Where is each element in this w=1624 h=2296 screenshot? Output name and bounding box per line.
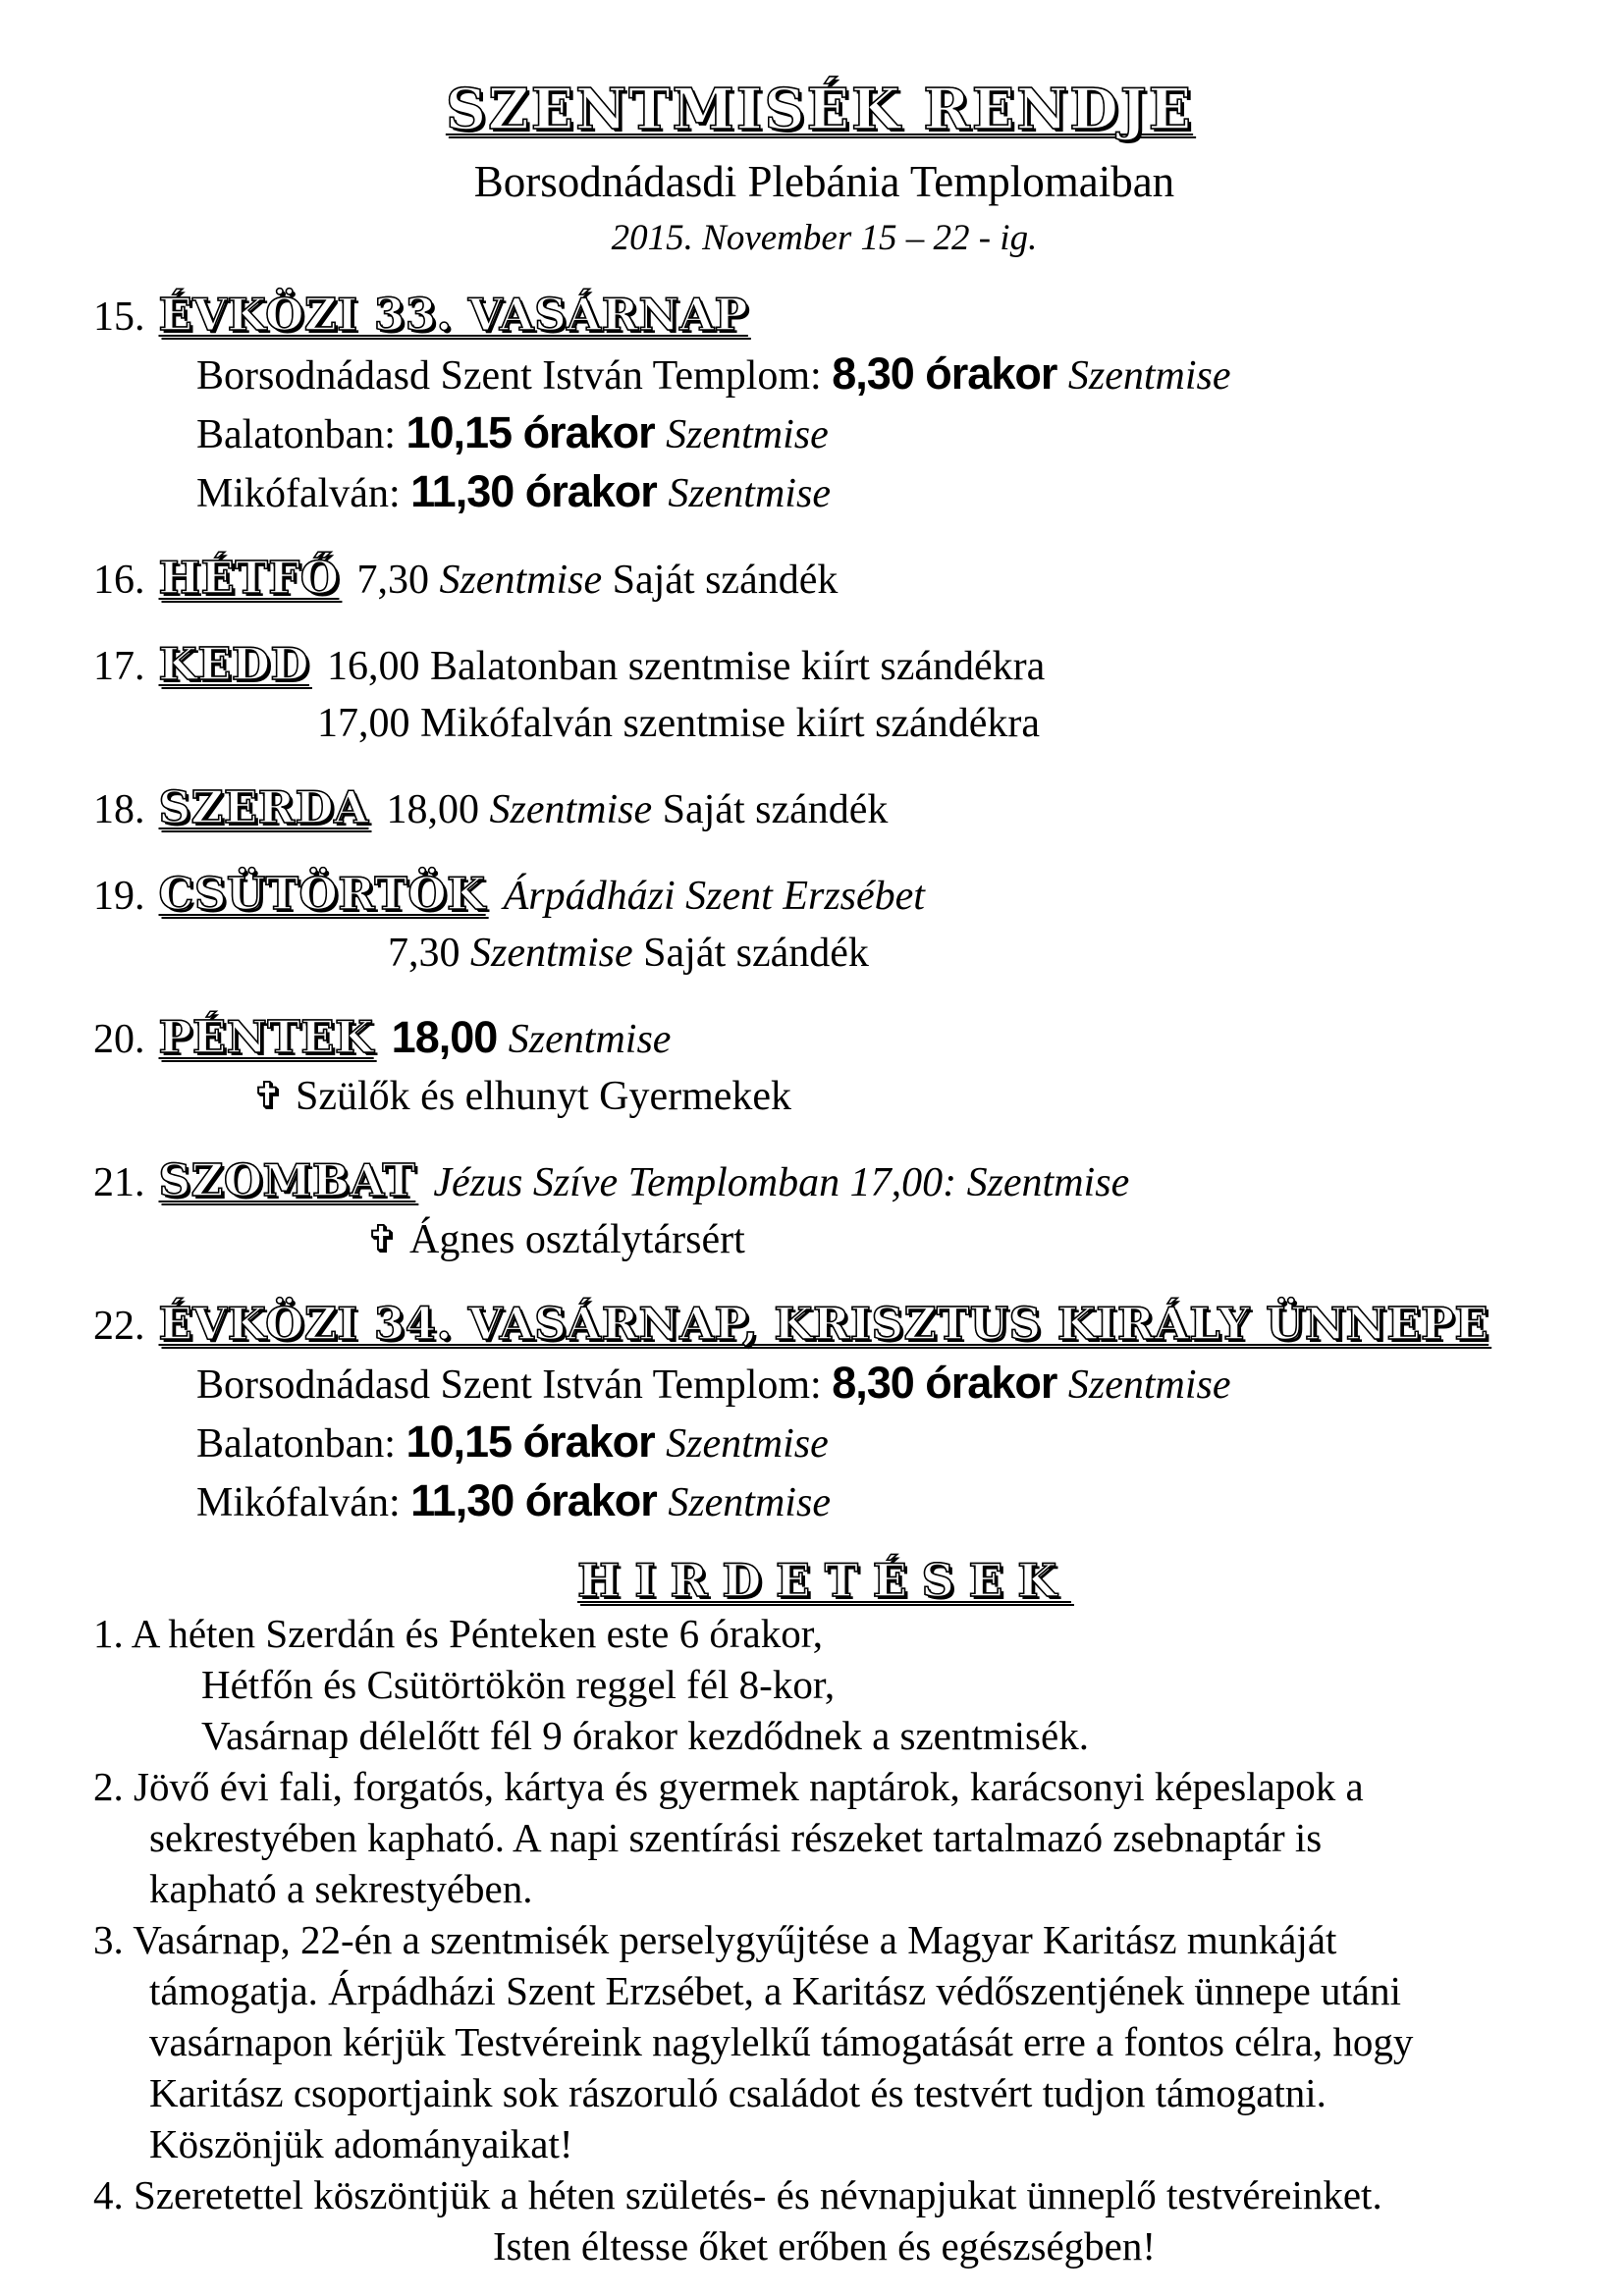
day-header <box>93 779 1555 838</box>
cross-icon: ✞ <box>252 1074 286 1119</box>
mass-time: 11,30 órakor <box>410 466 669 516</box>
announcement-line: Köszönjük adományaikat! <box>149 2121 573 2166</box>
item-number: 4. <box>93 2172 124 2217</box>
intention-line <box>252 1068 1555 1125</box>
mass-place: Balatonban: <box>196 412 406 457</box>
announcement-line: 3. Vasárnap, 22-én a szentmisék perselygyűjtése a Magyar Karitász munkáját <box>93 1917 1337 1962</box>
day-header <box>93 287 1555 346</box>
mass-label: Szentmise <box>489 787 653 832</box>
mass-place: Borsodnádasd Szent István Templom: <box>196 1362 833 1408</box>
day-number: 21. <box>93 1160 145 1205</box>
mass-label: Szentmise <box>666 412 829 457</box>
announcement-line: Vasárnap délelőtt fél 9 órakor kezdődnek a szentmisék. <box>201 1713 1089 1758</box>
section-day-17 <box>93 636 1555 752</box>
day-name: PÉNTEK <box>158 1011 374 1063</box>
mass-label: Szentmise <box>668 1480 831 1525</box>
mass-label: Szentmise <box>439 558 603 603</box>
announcement-line: kapható a sekrestyében. <box>149 1866 533 1911</box>
day-number: 15. <box>93 294 145 340</box>
announcement-item-4 <box>93 2169 1555 2271</box>
mass-time: 7,30 <box>388 931 470 976</box>
mass-line <box>196 1472 1555 1531</box>
announcement-item-2 <box>93 1761 1555 1914</box>
section-day-21 <box>93 1152 1555 1268</box>
feast-name: Árpádházi Szent Erzsébet <box>503 874 925 919</box>
announcement-line: vasárnapon kérjük Testvéreink nagylelkű támogatását erre a fontos célra, hogy <box>149 2019 1414 2064</box>
day-header <box>93 866 1555 925</box>
section-day-22 <box>93 1296 1555 1531</box>
item-number: 1. <box>93 1611 124 1656</box>
mass-place: Mikófalván: <box>196 1480 411 1525</box>
mass-line <box>196 1355 1555 1414</box>
section-day-20 <box>93 1009 1555 1125</box>
announcements-list <box>93 1608 1555 2271</box>
announcement-line: Karitász csoportjaink sok rászoruló családot és testvért tudjon támogatni. <box>149 2070 1326 2115</box>
announcement-line: 1. A héten Szerdán és Pénteken este 6 órakor, <box>93 1611 823 1656</box>
day-header <box>93 1296 1555 1355</box>
mass-intent: Saját szándék <box>602 558 839 603</box>
mass-line <box>196 404 1555 463</box>
intention-line <box>366 1211 1555 1268</box>
day-name: HÉTFŐ <box>158 552 340 604</box>
mass-detail: Jézus Szíve Templomban 17,00: Szentmise <box>433 1160 1130 1205</box>
mass-line <box>196 346 1555 404</box>
mass-line <box>196 463 1555 522</box>
mass-time: 10,15 órakor <box>406 1416 667 1467</box>
mass-label: Szentmise <box>666 1421 829 1467</box>
closing-line: Isten éltesse őket erőben és egészségben! <box>492 2223 1157 2269</box>
mass-intent: Saját szándék <box>652 787 889 832</box>
announcement-line: Hétfőn és Csütörtökön reggel fél 8-kor, <box>201 1662 836 1707</box>
day-header <box>93 1152 1555 1211</box>
day-number: 19. <box>93 874 145 919</box>
mass-label: Szentmise <box>470 931 633 976</box>
mass-line <box>388 925 1555 982</box>
mass-intent: Ágnes osztálytársért <box>399 1217 745 1262</box>
day-header <box>93 636 1555 695</box>
day-number: 20. <box>93 1017 145 1062</box>
mass-intent: Saját szándék <box>632 931 869 976</box>
day-number: 17. <box>93 644 145 689</box>
section-day-18 <box>93 779 1555 838</box>
mass-line <box>196 1414 1555 1472</box>
mass-time: 8,30 órakor <box>832 1358 1068 1408</box>
mass-place: Mikófalván: <box>196 471 411 516</box>
mass-time: 7,30 <box>356 558 440 603</box>
mass-time: 10,15 órakor <box>406 407 667 457</box>
day-number: 16. <box>93 558 145 603</box>
day-name: KEDD <box>158 638 309 690</box>
item-number: 3. <box>93 1917 124 1962</box>
mass-label: Szentmise <box>1067 353 1231 399</box>
section-day-15 <box>93 287 1555 522</box>
announcement-line: 4. Szeretettel köszöntjük a héten születés- és névnapjukat ünneplő testvéreinket. <box>93 2172 1382 2217</box>
mass-time: 11,30 órakor <box>410 1475 669 1525</box>
day-header <box>93 1009 1555 1068</box>
mass-time: 8,30 órakor <box>832 348 1068 399</box>
mass-place: Balatonban: <box>196 1421 406 1467</box>
day-header <box>93 550 1555 609</box>
page-title: SZENTMISÉK RENDJE <box>445 77 1194 142</box>
section-day-19 <box>93 866 1555 982</box>
mass-time: 18,00 <box>386 787 490 832</box>
mass-line: 16,00 Balatonban szentmise kiírt szándékra <box>326 644 1046 689</box>
mass-place: Borsodnádasd Szent István Templom: <box>196 353 833 399</box>
day-number: 22. <box>93 1304 145 1349</box>
mass-intent: Szülők és elhunyt Gyermekek <box>285 1074 792 1119</box>
item-number: 2. <box>93 1764 124 1809</box>
day-name: SZOMBAT <box>158 1154 416 1206</box>
announcement-line: 2. Jövő évi fali, forgatós, kártya és gyermek naptárok, karácsonyi képeslapok a <box>93 1764 1364 1809</box>
date-range: 2015. November 15 – 22 - ig. <box>611 218 1038 258</box>
day-name: SZERDA <box>158 781 369 833</box>
day-name: ÉVKÖZI 34. VASÁRNAP, KRISZTUS KIRÁLY ÜNNEPE <box>158 1298 1489 1350</box>
day-number: 18. <box>93 787 145 832</box>
page-subtitle: Borsodnádasdi Plebánia Templomaiban <box>473 157 1175 206</box>
announcement-item-1 <box>93 1608 1555 1761</box>
mass-label: Szentmise <box>508 1017 672 1062</box>
announcements-heading: HIRDETÉSEK <box>577 1554 1071 1607</box>
cross-icon: ✞ <box>366 1217 400 1262</box>
announcement-item-3 <box>93 1914 1555 2169</box>
announcement-line: támogatja. Árpádházi Szent Erzsébet, a Karitász védőszentjének ünnepe utáni <box>149 1968 1402 2013</box>
mass-label: Szentmise <box>1067 1362 1231 1408</box>
day-name: ÉVKÖZI 33. VASÁRNAP <box>158 289 748 341</box>
section-day-16 <box>93 550 1555 609</box>
announcement-line: sekrestyében kapható. A napi szentírási részeket tartalmazó zsebnaptár is <box>149 1815 1323 1860</box>
mass-time: 18,00 <box>391 1012 509 1062</box>
mass-line: 17,00 Mikófalván szentmise kiírt szándékra <box>317 701 1040 746</box>
day-name: CSÜTÖRTÖK <box>158 868 486 920</box>
mass-label: Szentmise <box>668 471 831 516</box>
